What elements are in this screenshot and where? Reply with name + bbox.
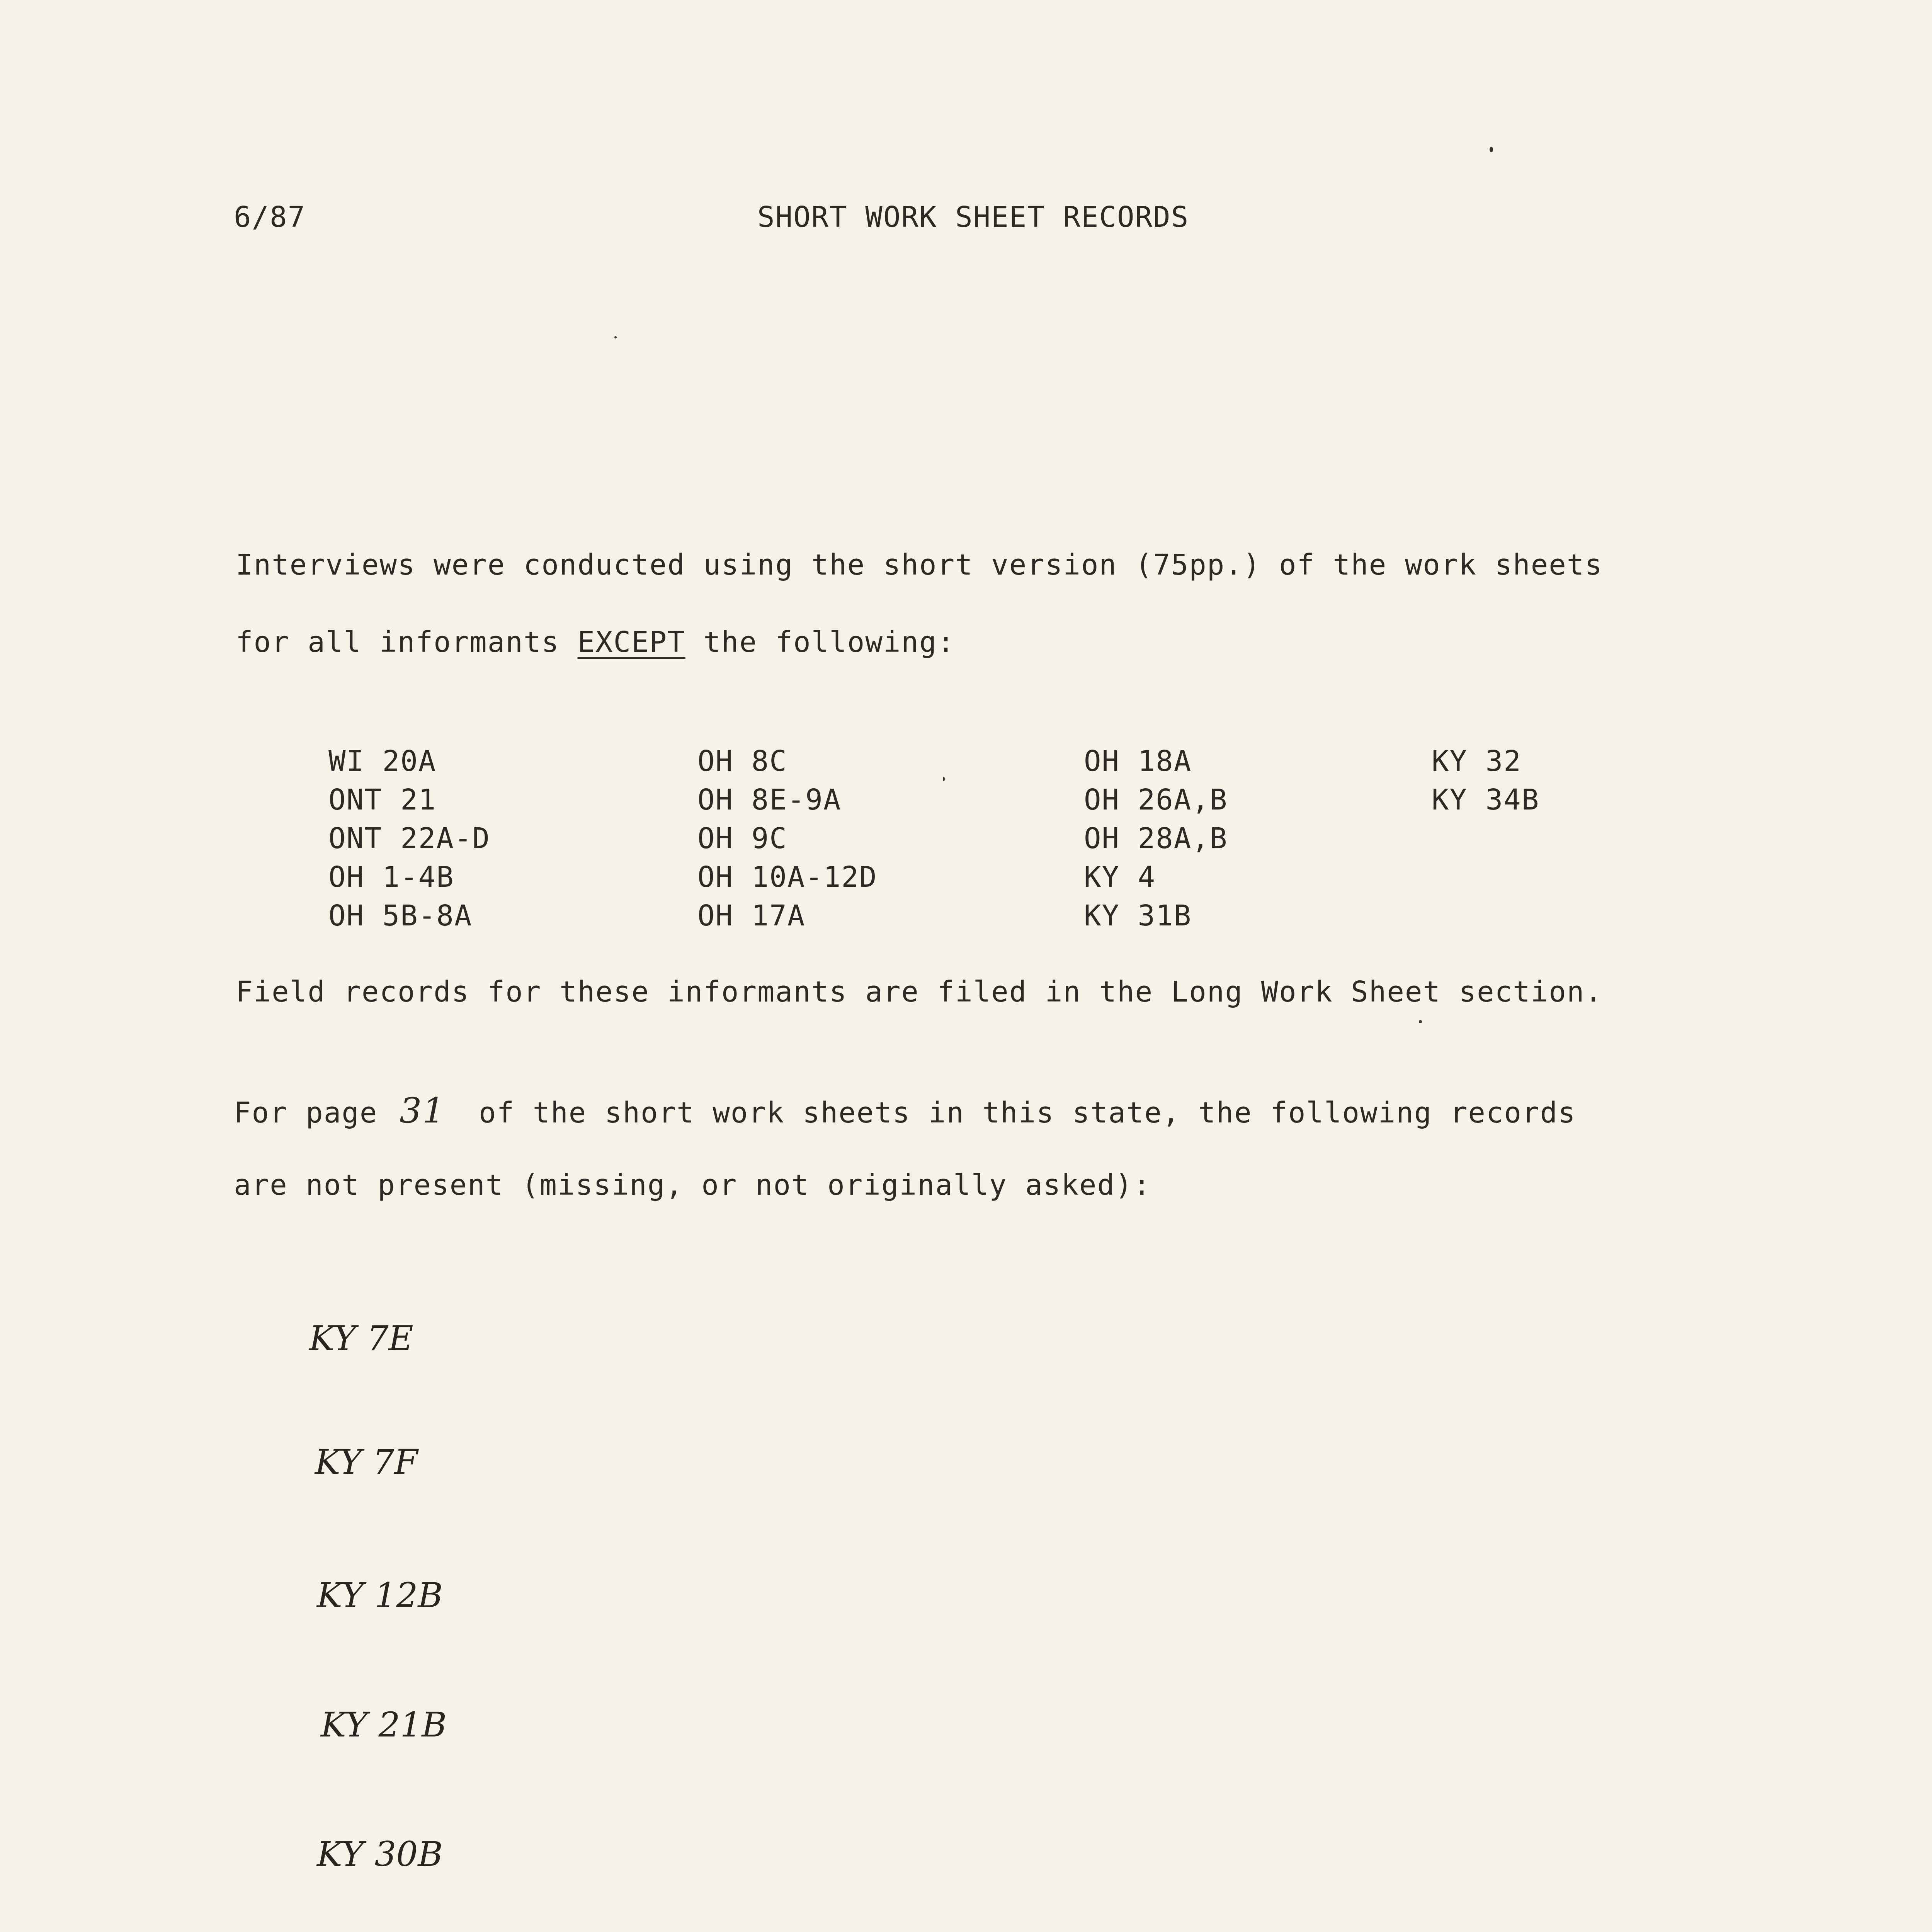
exceptions-column-2: [697, 742, 878, 935]
field-records-note: Field records for these informants are filed in the Long Work Sheet section.: [236, 975, 1603, 1009]
exception-entry: OH 5B-8A: [328, 899, 473, 932]
exception-entry: OH 26A,B: [1084, 783, 1228, 816]
exception-entry: KY 4: [1084, 861, 1156, 894]
exceptions-column-4: [1432, 742, 1539, 819]
handwritten-page-number: 31: [399, 1090, 446, 1131]
intro-line-2-prefix: for all informants: [236, 626, 578, 659]
document-date: 6/87: [234, 201, 306, 234]
exceptions-column-1: [328, 742, 490, 935]
intro-line-2-suffix: the following:: [685, 626, 956, 659]
exception-entry: OH 9C: [697, 822, 787, 855]
paper-speck: [943, 777, 945, 781]
document-title: SHORT WORK SHEET RECORDS: [757, 201, 1189, 234]
missing-record: KY 12B: [317, 1575, 443, 1615]
exception-entry: ONT 22A-D: [328, 822, 490, 855]
except-emphasis: EXCEPT: [577, 626, 685, 659]
missing-record: KY 7F: [315, 1442, 418, 1482]
exception-entry: OH 10A-12D: [697, 861, 878, 894]
exception-entry: OH 8C: [697, 745, 787, 778]
exception-entry: KY 34B: [1432, 783, 1540, 816]
paper-speck: [1419, 1020, 1422, 1023]
exception-entry: OH 8E-9A: [697, 783, 842, 816]
page-note-suffix: of the short work sheets in this state, the following records: [461, 1096, 1576, 1129]
exception-entry: KY 31B: [1084, 899, 1192, 932]
missing-record: KY 21B: [321, 1705, 447, 1745]
exception-entry: OH 18A: [1084, 745, 1192, 778]
page-note-line-1: [234, 1090, 1576, 1131]
exception-entry: WI 20A: [328, 745, 437, 778]
missing-record: KY 30B: [317, 1834, 443, 1874]
exception-entry: OH 1-4B: [328, 861, 454, 894]
exceptions-column-3: [1084, 742, 1228, 935]
exception-entry: ONT 21: [328, 783, 437, 816]
exception-entry: KY 32: [1432, 745, 1522, 778]
exception-entry: OH 17A: [697, 899, 806, 932]
intro-line-2: [236, 626, 956, 659]
paper-speck: [1490, 147, 1493, 152]
exception-entry: OH 28A,B: [1084, 822, 1228, 855]
missing-record: KY 7E: [309, 1318, 413, 1358]
paper-speck: [614, 336, 617, 338]
intro-line-1: Interviews were conducted using the short version (75pp.) of the work sheets: [236, 548, 1603, 582]
page-note-line-2: are not present (missing, or not originally asked):: [234, 1168, 1151, 1202]
page-note-prefix: For page: [234, 1096, 396, 1129]
